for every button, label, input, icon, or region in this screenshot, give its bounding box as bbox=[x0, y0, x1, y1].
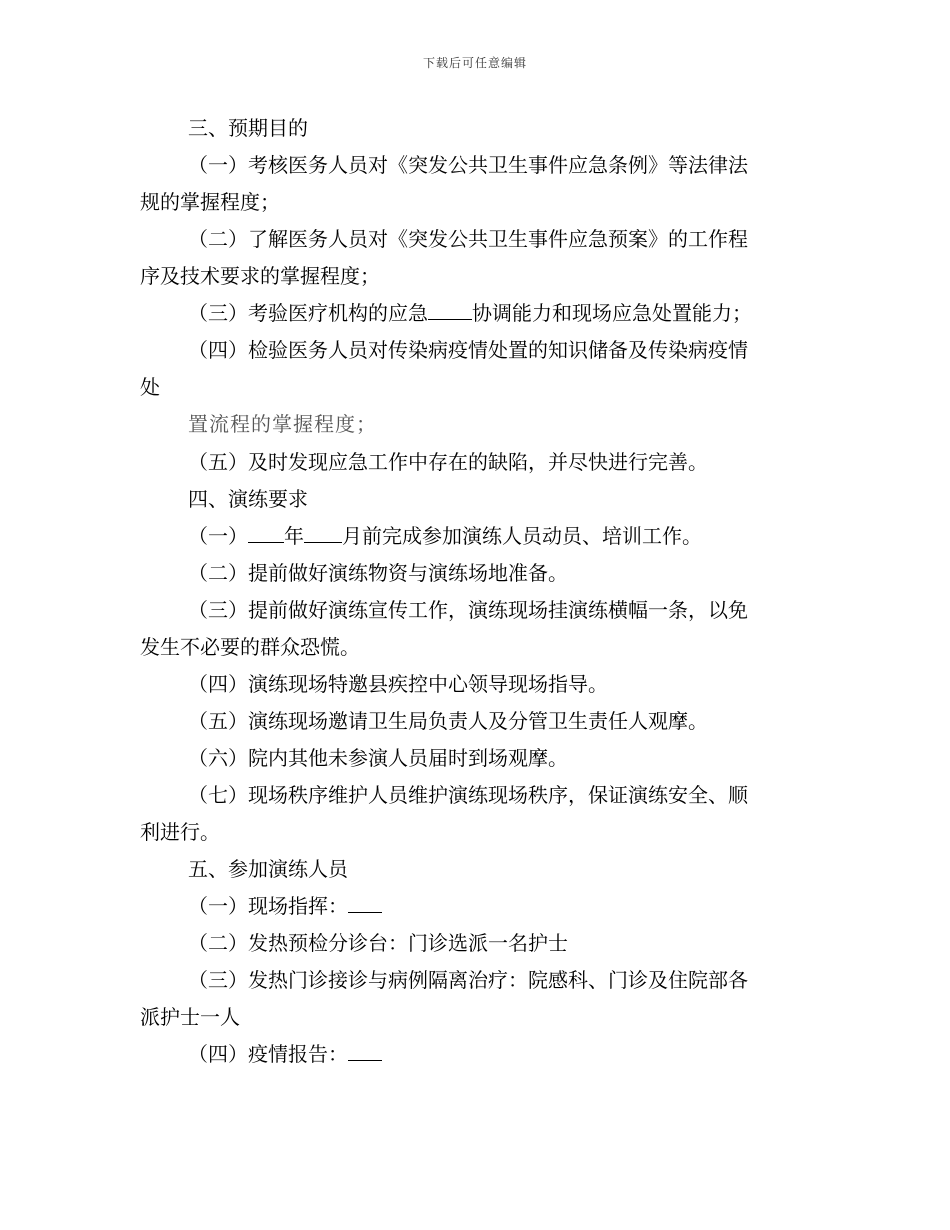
paragraph-line bbox=[188, 524, 702, 548]
paragraph-line bbox=[188, 301, 752, 325]
text-fragment: （四）疫情报告： bbox=[188, 1042, 348, 1066]
paragraph-line: 发生不必要的群众恐慌。 bbox=[140, 635, 360, 659]
blank-underline bbox=[348, 1042, 382, 1061]
paragraph-line: （四）检验医务人员对传染病疫情处置的知识储备及传染病疫情 bbox=[188, 338, 748, 362]
text-fragment: 年 bbox=[284, 524, 304, 548]
paragraph-line bbox=[188, 894, 382, 918]
paragraph-line: （三）提前做好演练宣传工作，演练现场挂演练横幅一条，以免 bbox=[188, 598, 748, 622]
paragraph-line: 置流程的掌握程度； bbox=[188, 412, 377, 436]
paragraph-line: （五）演练现场邀请卫生局负责人及分管卫生责任人观摩。 bbox=[188, 709, 708, 733]
blank-underline bbox=[348, 894, 382, 913]
section-5-heading: 五、参加演练人员 bbox=[188, 857, 348, 881]
section-3-heading: 三、预期目的 bbox=[188, 116, 308, 140]
paragraph-line: 规的掌握程度； bbox=[140, 190, 280, 214]
paragraph-line: 处 bbox=[140, 375, 160, 399]
paragraph-line: 派护士一人 bbox=[140, 1005, 240, 1029]
text-fragment: （三）考验医疗机构的应急 bbox=[188, 301, 428, 325]
paragraph-line: （五）及时发现应急工作中存在的缺陷，并尽快进行完善。 bbox=[188, 450, 708, 474]
paragraph-line bbox=[188, 1042, 382, 1066]
paragraph-line: 序及技术要求的掌握程度； bbox=[140, 264, 380, 288]
paragraph-line: 利进行。 bbox=[140, 820, 220, 844]
section-4-heading: 四、演练要求 bbox=[188, 487, 308, 511]
blank-underline bbox=[304, 524, 342, 543]
paragraph-line: （二）提前做好演练物资与演练场地准备。 bbox=[188, 561, 568, 585]
text-fragment: 协调能力和现场应急处置能力； bbox=[472, 301, 752, 325]
paragraph-line: （一）考核医务人员对《突发公共卫生事件应急条例》等法律法 bbox=[188, 153, 748, 177]
blank-underline bbox=[428, 301, 472, 320]
paragraph-line: （二）发热预检分诊台：门诊选派一名护士 bbox=[188, 931, 568, 955]
text-fragment: （一）现场指挥： bbox=[188, 894, 348, 918]
paragraph-line: （四）演练现场特邀县疾控中心领导现场指导。 bbox=[188, 672, 608, 696]
paragraph-line: （二）了解医务人员对《突发公共卫生事件应急预案》的工作程 bbox=[188, 227, 748, 251]
blank-underline bbox=[248, 524, 284, 543]
text-fragment: （一） bbox=[188, 524, 248, 548]
text-fragment: 月前完成参加演练人员动员、培训工作。 bbox=[342, 524, 702, 548]
page-header: 下载后可任意编辑 bbox=[422, 56, 527, 70]
paragraph-line: （六）院内其他未参演人员届时到场观摩。 bbox=[188, 746, 568, 770]
paragraph-line: （七）现场秩序维护人员维护演练现场秩序，保证演练安全、顺 bbox=[188, 783, 748, 807]
paragraph-line: （三）发热门诊接诊与病例隔离治疗：院感科、门诊及住院部各 bbox=[188, 968, 748, 992]
